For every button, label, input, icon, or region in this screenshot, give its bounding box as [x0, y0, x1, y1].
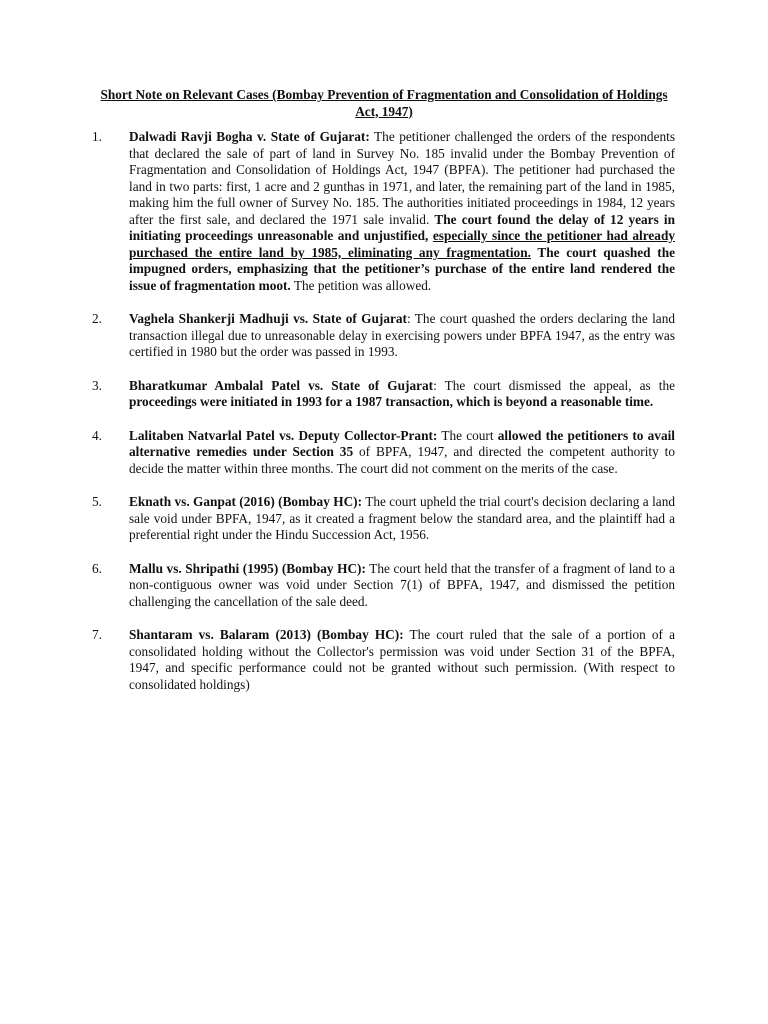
- case-item-6: [92, 561, 675, 611]
- case-text: The court held that the transfer of a fragment of land to a non-contiguous owner was void under Section 7(1) of BPFA, 1947, and dismissed the petition challenging the cancellation of the sale deed.: [129, 560, 675, 609]
- case-text: of BPFA, 1947, and directed the competent authority to decide the matter within three months. The court did not comment on the merits of the case.: [129, 444, 675, 476]
- document-title: Short Note on Relevant Cases (Bombay Prevention of Fragmentation and Consolidation of Holdings Act, 1947): [100, 87, 668, 119]
- case-number: 4.: [92, 427, 102, 443]
- case-name: Mallu vs. Shripathi (1995) (Bombay HC):: [129, 560, 366, 576]
- case-text: : The court quashed the orders declaring the land transaction illegal due to unreasonable delay in exercising powers under BPFA 1947, as the entry was certified in 1980 but the order was passed in 1993.: [129, 311, 675, 359]
- case-name: Bharatkumar Ambalal Patel vs. State of Gujarat: [129, 377, 434, 393]
- case-item-1: [92, 129, 675, 294]
- case-item-2: [92, 311, 675, 361]
- case-name: Lalitaben Natvarlal Patel vs. Deputy Collector-Prant:: [129, 427, 438, 443]
- case-name: Shantaram vs. Balaram (2013) (Bombay HC):: [129, 627, 404, 642]
- case-holding-underlined: especially since the petitioner had already purchased the entire land by 1985, eliminating any fragmentation.: [129, 228, 675, 260]
- case-text: The court ruled that the sale of a portion of a consolidated holding without the Collector's permission was void under Section 31 of the BPFA, 1947, and specific performance could not be granted without such permission. (With respect to consolidated holdings): [129, 627, 675, 692]
- case-item-5: [92, 494, 675, 544]
- case-number: 1.: [92, 129, 102, 144]
- case-number: 2.: [92, 311, 102, 326]
- case-holding-bold: The court quashed the impugned orders, emphasizing that the petitioner’s purchase of the entire land rendered the issue of fragmentation moot.: [129, 244, 676, 293]
- case-text: : The court dismissed the appeal, as the: [433, 377, 675, 393]
- case-name: Vaghela Shankerji Madhuji vs. State of Gujarat: [129, 311, 407, 326]
- case-number: 6.: [92, 560, 102, 576]
- case-text: The court upheld the trial court's decision declaring a land sale void under BPFA, 1947, as it created a fragment below the standard area, and the plaintiff had a preferential right under the Hindu Succession Act, 1956.: [129, 494, 675, 542]
- case-name: Eknath vs. Ganpat (2016) (Bombay HC):: [129, 494, 363, 509]
- case-number: 5.: [92, 494, 102, 509]
- case-item-3: [92, 378, 675, 411]
- case-item-7: [92, 627, 675, 693]
- case-item-4: [92, 428, 675, 478]
- case-text: The petition was allowed.: [290, 277, 432, 293]
- case-list: [92, 129, 675, 710]
- case-holding-bold: The court found the delay of 12 years in initiating proceedings unreasonable and unjustified,: [129, 211, 675, 243]
- case-holding-bold: proceedings were initiated in 1993 for a 1987 transaction, which is beyond a reasonable time.: [129, 394, 654, 409]
- case-number: 3.: [92, 377, 102, 393]
- case-holding-bold: allowed the petitioners to avail alternative remedies under Section 35: [129, 427, 675, 459]
- case-name: Dalwadi Ravji Bogha v. State of Gujarat:: [129, 129, 370, 144]
- case-text: The court: [437, 427, 498, 443]
- case-text: The petitioner challenged the orders of the respondents that declared the sale of part of land in Survey No. 185 invalid under the Bombay Prevention of Fragmentation and Consolidation of Holdings Act, 1947 (BPFA). The petitioner had purchased the land in two parts: first, 1 acre and 2 gunthas in 1971, and later, the remaining part of the land in 1985, making him the full owner of Survey No. 185. The authorities initiated proceedings in 1984, 12 years after the first sale, and declared the 1971 sale invalid.: [129, 129, 675, 227]
- case-number: 7.: [92, 627, 102, 642]
